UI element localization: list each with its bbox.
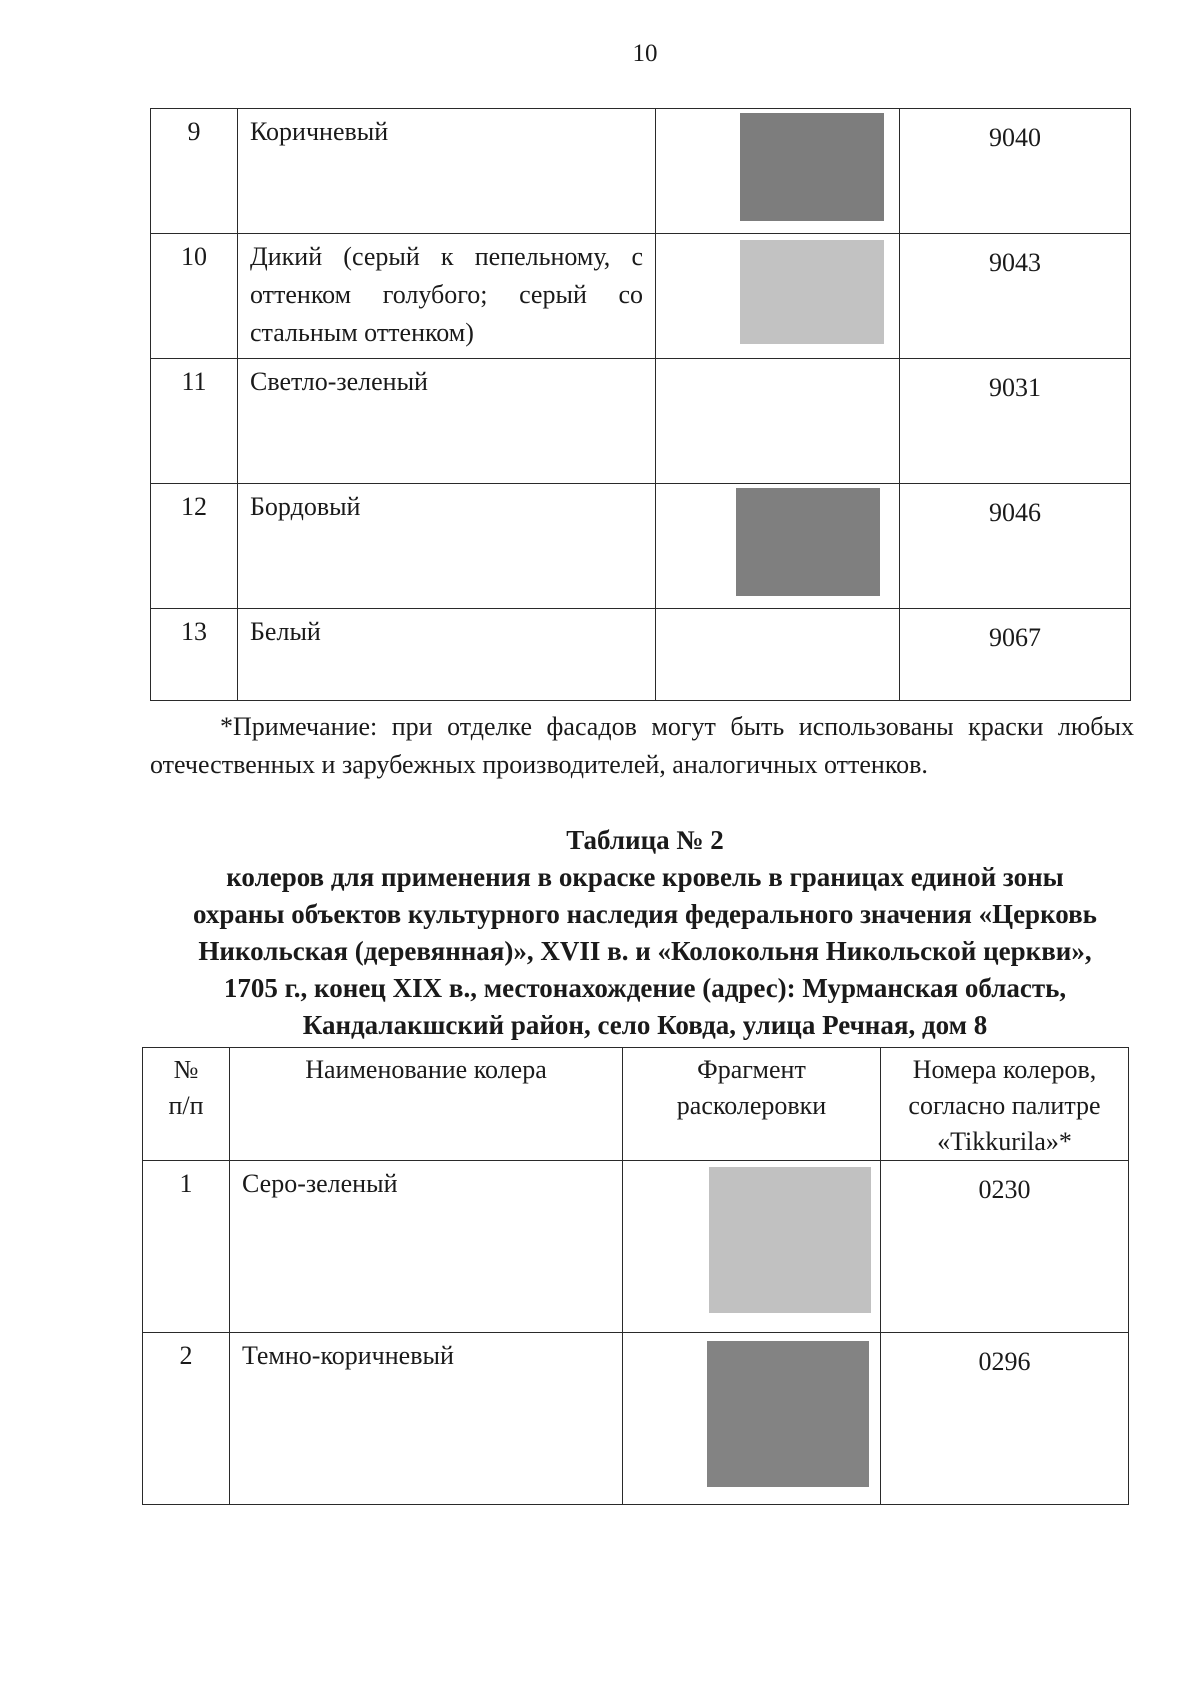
color-swatch — [707, 1341, 869, 1487]
title-line: колеров для применения в окраске кровель в границах единой зоны — [226, 862, 1064, 892]
color-swatch — [740, 113, 884, 221]
header-number — [143, 1048, 230, 1161]
color-code: 9043 — [900, 234, 1131, 359]
header-text: «Tikkurila»* — [937, 1127, 1072, 1156]
row-number: 2 — [143, 1333, 230, 1505]
color-table-facades-continued — [150, 108, 1131, 701]
color-code: 9046 — [900, 484, 1131, 609]
title-line: 1705 г., конец XIX в., местонахождение (адрес): Мурманская область, — [223, 973, 1067, 1003]
table-row — [143, 1333, 1129, 1505]
color-swatch-cell — [623, 1161, 881, 1333]
row-number: 9 — [151, 109, 238, 234]
header-text: п/п — [168, 1091, 204, 1120]
color-swatch-cell — [656, 484, 900, 609]
header-text: согласно палитре — [908, 1091, 1101, 1120]
table-2-title — [155, 822, 1135, 1044]
color-table-roofs — [142, 1047, 1129, 1505]
header-fragment — [623, 1048, 881, 1161]
table-row — [151, 109, 1131, 234]
table-row — [151, 484, 1131, 609]
color-swatch-cell — [623, 1333, 881, 1505]
header-codes — [881, 1048, 1129, 1161]
table-row — [151, 359, 1131, 484]
color-swatch — [736, 488, 880, 596]
header-text: Наименование колера — [305, 1055, 547, 1084]
color-name: Светло-зеленый — [238, 359, 656, 484]
color-code: 9067 — [900, 609, 1131, 701]
header-name — [230, 1048, 623, 1161]
row-number: 11 — [151, 359, 238, 484]
color-code: 0296 — [881, 1333, 1129, 1505]
header-text: Фрагмент — [697, 1055, 806, 1084]
header-text: Номера колеров, — [912, 1055, 1097, 1084]
footnote — [150, 708, 1134, 784]
color-code: 9040 — [900, 109, 1131, 234]
table-row — [151, 609, 1131, 701]
color-swatch — [740, 240, 884, 344]
page-number: 10 — [632, 40, 658, 67]
color-swatch-cell — [656, 359, 900, 484]
title-line: Кандалакшский район, село Ковда, улица Речная, дом 8 — [302, 1010, 988, 1040]
header-text: расколеровки — [676, 1091, 827, 1120]
footnote-text: *Примечание: при отделке фасадов могут быть использованы краски любых отечественных и зарубежных производителей, аналогичных оттенков. — [150, 712, 1134, 779]
color-name: Белый — [238, 609, 656, 701]
color-name: Темно-коричневый — [230, 1333, 623, 1505]
color-swatch-cell — [656, 609, 900, 701]
row-number: 13 — [151, 609, 238, 701]
title-line: Никольская (деревянная)», XVII в. и «Колокольня Никольской церкви», — [198, 936, 1092, 966]
row-number: 12 — [151, 484, 238, 609]
title-line: Таблица № 2 — [566, 825, 724, 855]
table-row — [151, 234, 1131, 359]
header-text: № — [173, 1055, 199, 1084]
color-name: Коричневый — [238, 109, 656, 234]
table-header-row — [143, 1048, 1129, 1161]
color-swatch — [709, 1167, 871, 1313]
color-swatch-cell — [656, 234, 900, 359]
color-code: 9031 — [900, 359, 1131, 484]
title-line: охраны объектов культурного наследия федерального значения «Церковь — [193, 899, 1097, 929]
color-name: Серо-зеленый — [230, 1161, 623, 1333]
color-name: Дикий (серый к пепельному, с оттенком голубого; серый со стальным оттенком) — [238, 234, 656, 359]
row-number: 1 — [143, 1161, 230, 1333]
color-name: Бордовый — [238, 484, 656, 609]
color-swatch-cell — [656, 109, 900, 234]
color-code: 0230 — [881, 1161, 1129, 1333]
table-row — [143, 1161, 1129, 1333]
row-number: 10 — [151, 234, 238, 359]
